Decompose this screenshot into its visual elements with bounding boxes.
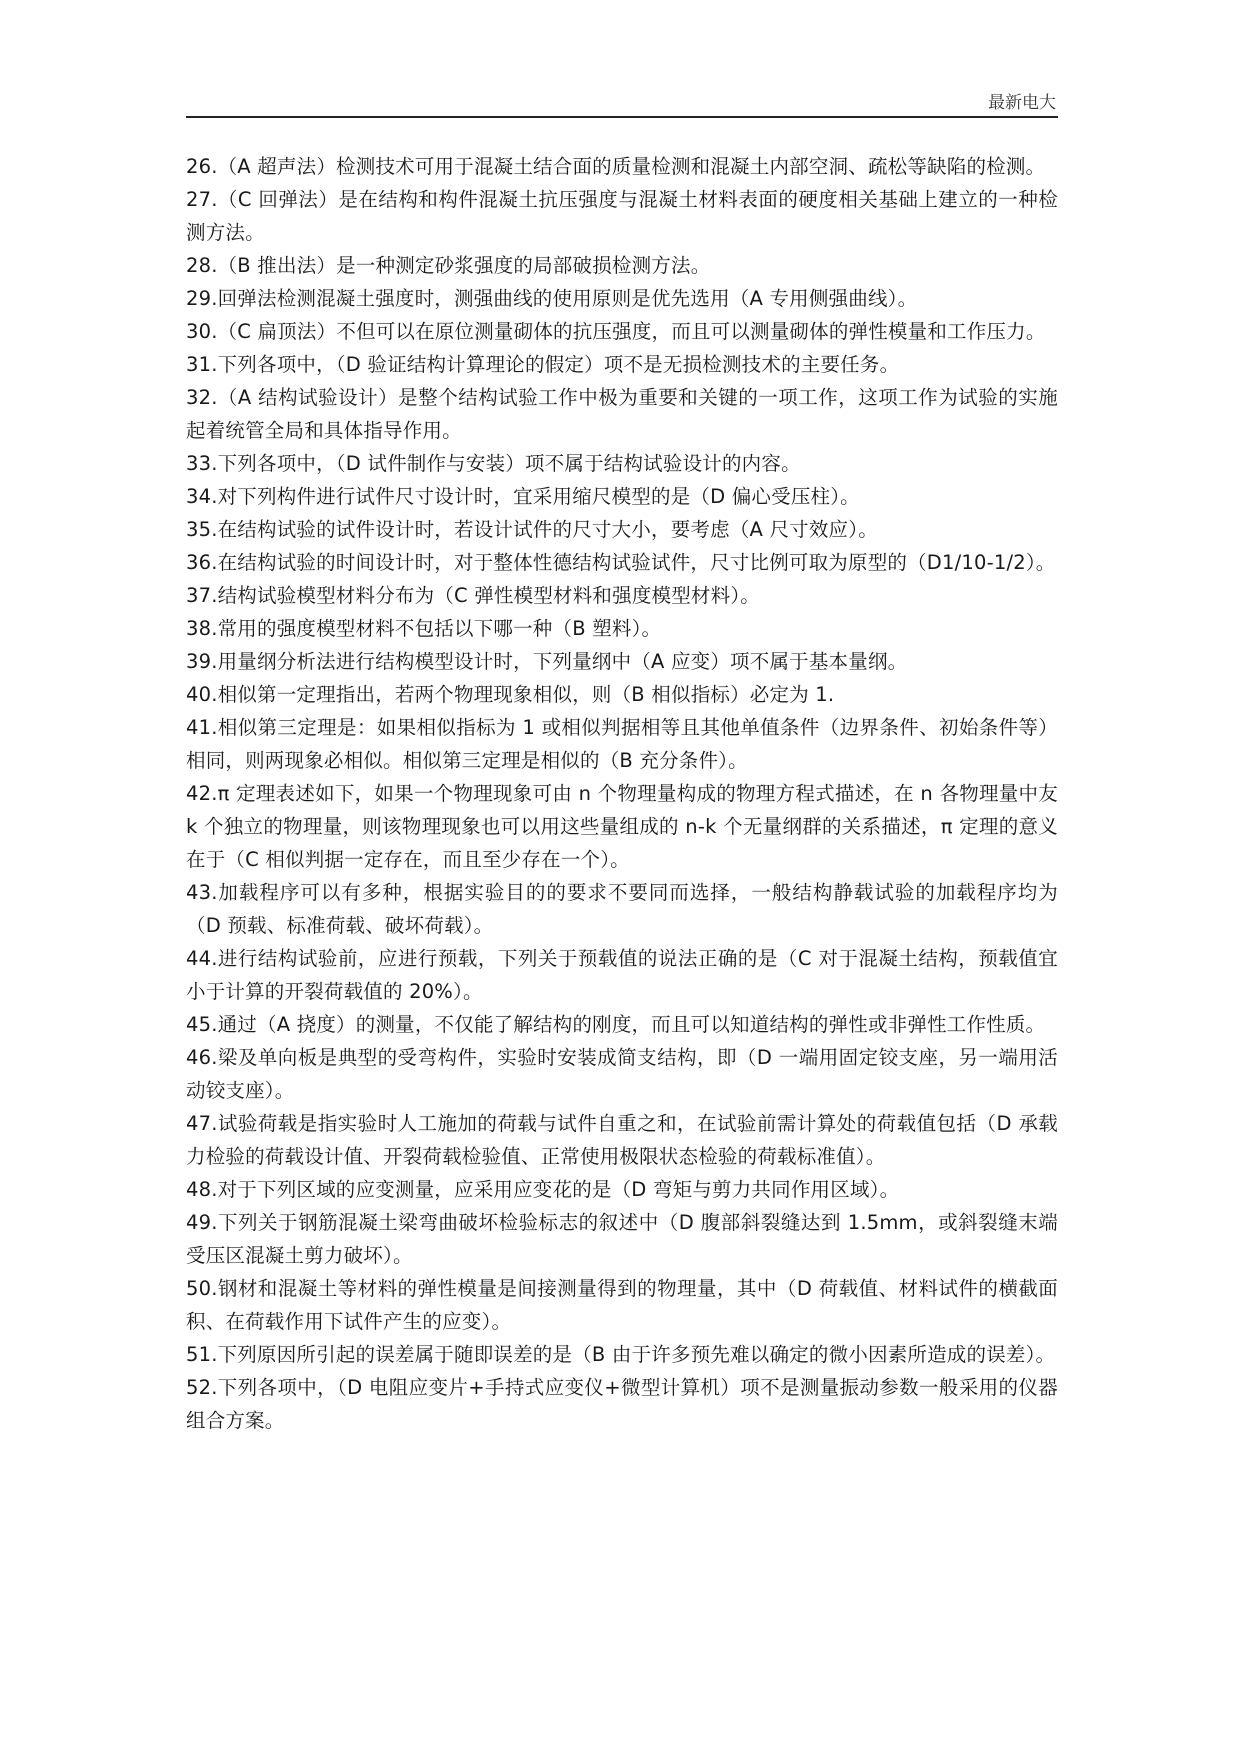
question-item: 30.（C 扁顶法）不但可以在原位测量砌体的抗压强度，而且可以测量砌体的弹性模量和工作压力。 (186, 320, 1046, 343)
question-item: 26.（A 超声法）检测技术可用于混凝土结合面的质量检测和混凝土内部空洞、疏松等缺陷的检测。 (186, 155, 1046, 178)
question-item: 31.下列各项中，（D 验证结构计算理论的假定）项不是无损检测技术的主要任务。 (186, 353, 900, 376)
question-item: 46.梁及单向板是典型的受弯构件，实验时安装成简支结构，即（D 一端用固定铰支座，另一端用活动铰支座）。 (186, 1046, 1058, 1102)
question-item: 32.（A 结构试验设计）是整个结构试验工作中极为重要和关键的一项工作，这项工作为试验的实施起着统管全局和具体指导作用。 (186, 386, 1058, 442)
page-header (186, 84, 1058, 118)
question-item: 33.下列各项中，（D 试件制作与安装）项不属于结构试验设计的内容。 (186, 452, 801, 475)
question-item: 39.用量纲分析法进行结构模型设计时，下列量纲中（A 应变）项不属于基本量纲。 (186, 650, 908, 673)
question-item: 47.试验荷载是指实验时人工施加的荷载与试件自重之和，在试验前需计算处的荷载值包括（D 承载力检验的荷载设计值、开裂荷载检验值、正常使用极限状态检验的荷载标准值）。 (186, 1112, 1058, 1168)
question-item: 28.（B 推出法）是一种测定砂浆强度的局部破损检测方法。 (186, 254, 711, 277)
question-item: 27.（C 回弹法）是在结构和构件混凝土抗压强度与混凝土材料表面的硬度相关基础上建立的一种检测方法。 (186, 188, 1058, 244)
question-item: 41.相似第三定理是：如果相似指标为 1 或相似判据相等且其他单值条件（边界条件、初始条件等）相同，则两现象必相似。相似第三定理是相似的（B 充分条件）。 (186, 716, 1058, 772)
question-item: 38.常用的强度模型材料不包括以下哪一种（B 塑料）。 (186, 617, 662, 640)
question-item: 50.钢材和混凝土等材料的弹性模量是间接测量得到的物理量，其中（D 荷载值、材料试件的横截面积、在荷载作用下试件产生的应变）。 (186, 1277, 1058, 1333)
question-item: 37.结构试验模型材料分布为（C 弹性模型材料和强度模型材料）。 (186, 584, 760, 607)
question-item: 29.回弹法检测混凝土强度时，测强曲线的使用原则是优先选用（A 专用侧强曲线）。 (186, 287, 918, 310)
question-item: 52.下列各项中，（D 电阻应变片+手持式应变仪+微型计算机）项不是测量振动参数一般采用的仪器组合方案。 (186, 1376, 1058, 1432)
question-item: 48.对于下列区域的应变测量，应采用应变花的是（D 弯矩与剪力共同作用区域）。 (186, 1178, 900, 1201)
question-item: 45.通过（A 挠度）的测量，不仅能了解结构的刚度，而且可以知道结构的弹性或非弹性工作性质。 (186, 1013, 1046, 1036)
question-item: 49.下列关于钢筋混凝土梁弯曲破坏检验标志的叙述中（D 腹部斜裂缝达到 1.5mm，或斜裂缝末端受压区混凝土剪力破坏）。 (186, 1211, 1058, 1267)
question-item: 40.相似第一定理指出，若两个物理现象相似，则（B 相似指标）必定为 1. (186, 683, 835, 706)
question-item: 34.对下列构件进行试件尺寸设计时，宜采用缩尺模型的是（D 偏心受压柱）。 (186, 485, 860, 508)
question-item: 35.在结构试验的试件设计时，若设计试件的尺寸大小，要考虑（A 尺寸效应）。 (186, 518, 878, 541)
question-item: 43.加载程序可以有多种，根据实验目的的要求不要同而选择，一般结构静载试验的加载程序均为（D 预载、标准荷载、破坏荷载）。 (186, 881, 1058, 937)
question-item: 44.进行结构试验前，应进行预载，下列关于预载值的说法正确的是（C 对于混凝土结构，预载值宜小于计算的开裂荷载值的 20%）。 (186, 947, 1058, 1003)
document-body (186, 150, 1058, 1437)
question-item: 36.在结构试验的时间设计时，对于整体性德结构试验试件，尺寸比例可取为原型的（D1/10-1/2）。 (186, 551, 1056, 574)
question-item: 42.π 定理表述如下，如果一个物理现象可由 n 个物理量构成的物理方程式描述，在 n 各物理量中友 k 个独立的物理量，则该物理现象也可以用这些量组成的 n-k 个无量纲群的关系描述，π 定理的意义在于（C 相似判据一定存在，而且至少存在一个）。 (186, 782, 1058, 871)
header-label: 最新电大 (988, 93, 1056, 113)
question-item: 51.下列原因所引起的误差属于随即误差的是（B 由于许多预先难以确定的微小因素所造成的误差）。 (186, 1343, 1056, 1366)
